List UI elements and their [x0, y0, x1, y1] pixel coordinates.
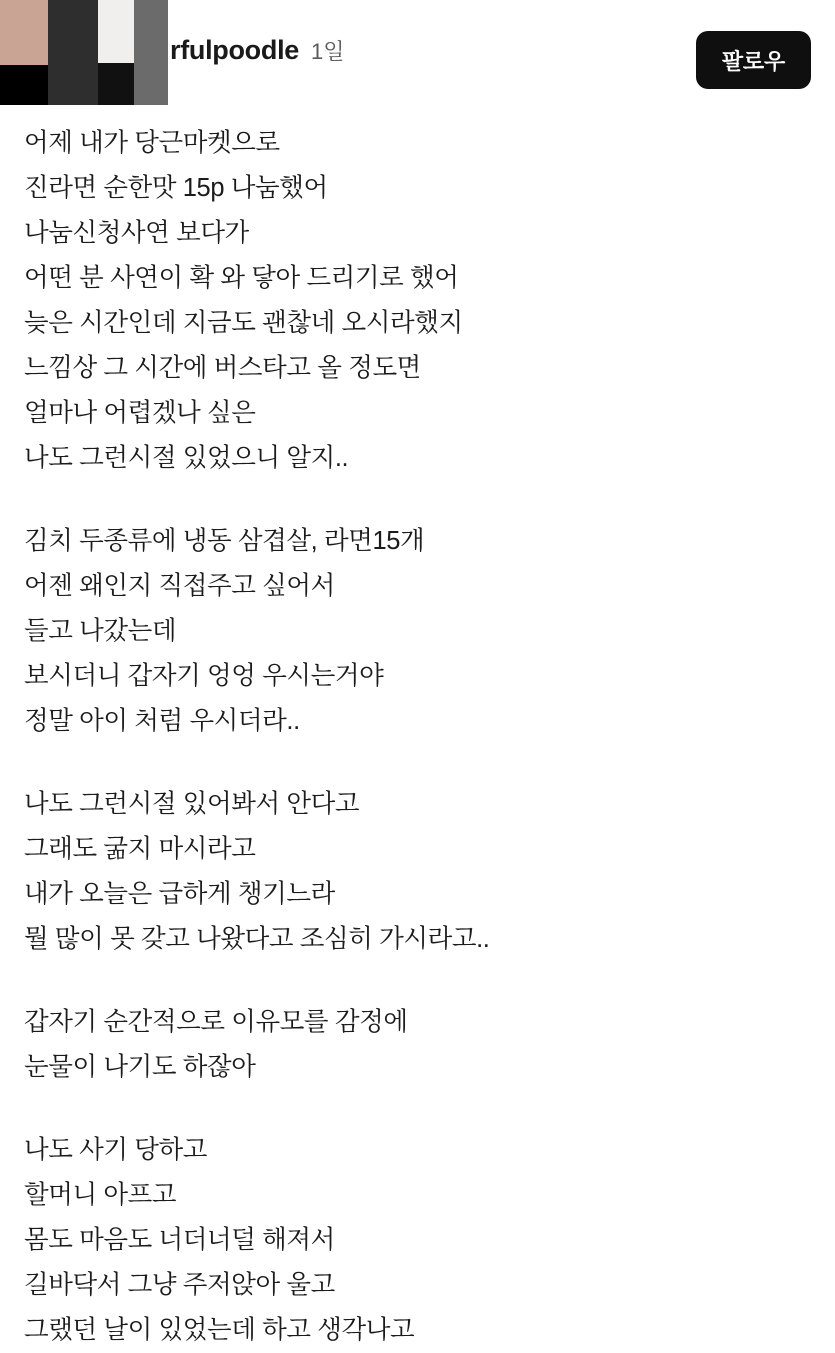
caption-line: 김치 두종류에 냉동 삼겹살, 라면15개 — [24, 527, 425, 555]
caption-line: 뭘 많이 못 갖고 나왔다고 조심히 가시라고.. — [24, 925, 490, 953]
caption-paragraph — [24, 1128, 811, 1353]
caption-line: 눈물이 나기도 하잖아 — [24, 1053, 256, 1081]
avatar-segment — [98, 0, 134, 105]
caption-line: 갑자기 순간적으로 이유모를 감정에 — [24, 1008, 408, 1036]
caption-line: 진라면 순한맛 15p 나눔했어 — [24, 174, 328, 202]
caption-line: 어떤 분 사연이 확 와 닿아 드리기로 했어 — [24, 264, 459, 292]
avatar-segment — [134, 0, 168, 105]
caption-line: 나도 그런시절 있었으니 알지.. — [24, 444, 349, 472]
caption-line: 어제 내가 당근마켓으로 — [24, 129, 280, 157]
caption-line: 느낌상 그 시간에 버스타고 올 정도면 — [24, 354, 421, 382]
caption-line: 나도 사기 당하고 — [24, 1136, 208, 1164]
caption-line: 들고 나갔는데 — [24, 617, 177, 645]
caption-line: 할머니 아프고 — [24, 1181, 177, 1209]
account-info — [170, 35, 344, 70]
caption-line: 그랬던 날이 있었는데 하고 생각나고 — [24, 1316, 415, 1344]
caption-line: 나눔신청사연 보다가 — [24, 219, 249, 247]
caption-line: 나도 그런시절 있어봐서 안다고 — [24, 790, 360, 818]
post-caption — [0, 105, 835, 1353]
caption-line: 얼마나 어렵겠나 싶은 — [24, 399, 256, 427]
caption-line: 정말 아이 처럼 우시더라.. — [24, 707, 300, 735]
post-timestamp: 1일 — [310, 39, 345, 64]
caption-paragraph — [24, 782, 811, 962]
caption-line: 늦은 시간인데 지금도 괜찮네 오시라했지 — [24, 309, 463, 337]
caption-paragraph — [24, 519, 811, 744]
caption-line: 보시더니 갑자기 엉엉 우시는거야 — [24, 662, 384, 690]
caption-paragraph — [24, 121, 811, 481]
caption-line: 내가 오늘은 급하게 챙기느라 — [24, 880, 335, 908]
follow-button[interactable]: 팔로우 — [696, 31, 811, 89]
caption-line: 길바닥서 그냥 주저앉아 울고 — [24, 1271, 335, 1299]
username-label[interactable]: rfulpoodle — [170, 35, 299, 65]
caption-line: 몸도 마음도 너더너덜 해져서 — [24, 1226, 335, 1254]
caption-line: 그래도 굶지 마시라고 — [24, 835, 256, 863]
profile-avatar[interactable] — [0, 0, 168, 105]
caption-paragraph — [24, 1000, 811, 1090]
avatar-segment — [48, 0, 98, 105]
caption-line: 어젠 왜인지 직접주고 싶어서 — [24, 572, 335, 600]
post-header — [0, 0, 835, 105]
avatar-segment — [0, 0, 48, 105]
